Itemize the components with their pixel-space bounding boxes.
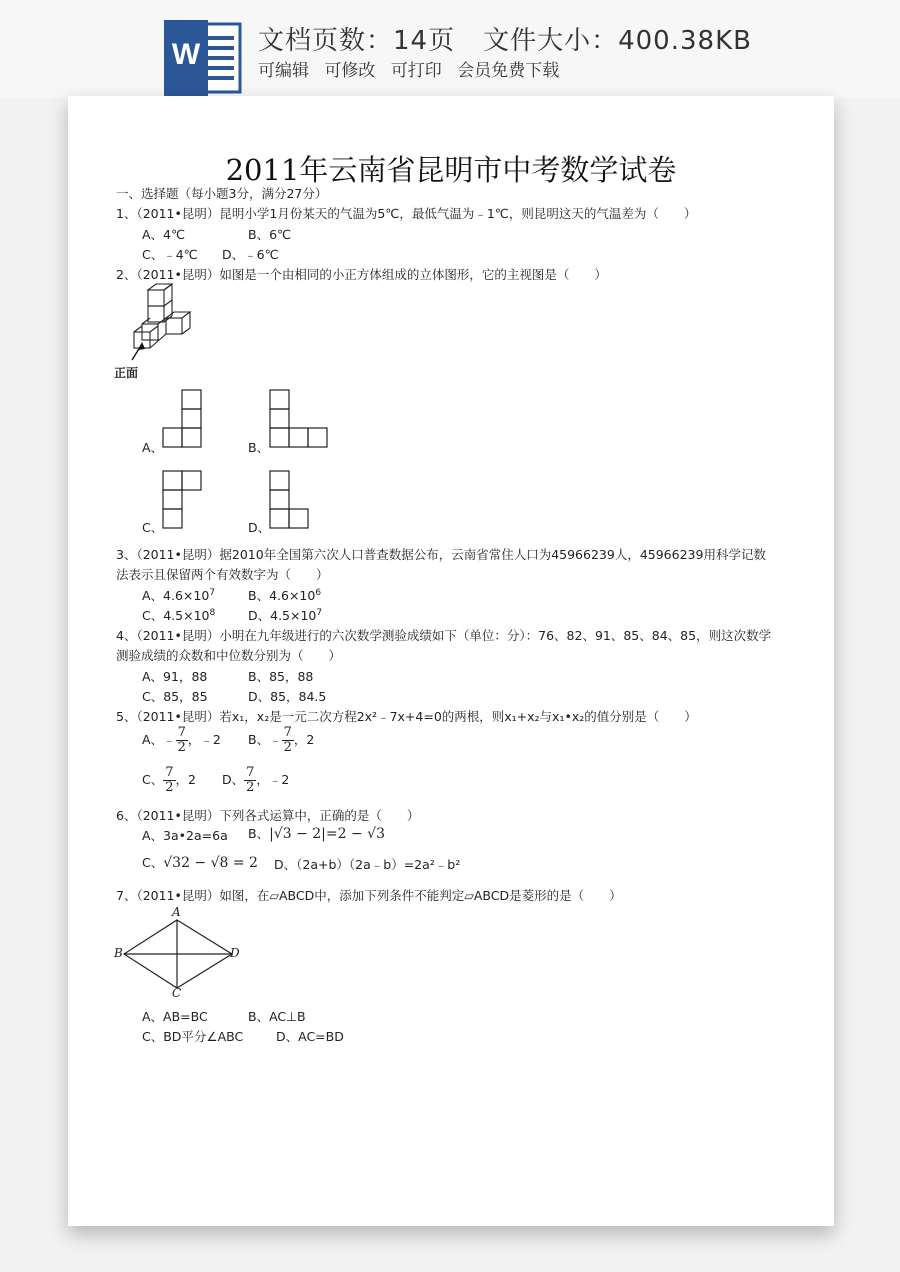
q3-option-c: C、$4.5\times 10^8$	[142, 607, 216, 623]
feature-list	[258, 56, 569, 81]
vertex-d-label: D	[230, 946, 240, 960]
vertex-b-label: B	[114, 946, 123, 960]
q3-option-b: B、$4.6\times 10^6$	[248, 587, 322, 603]
word-icon-letter: W	[171, 38, 201, 71]
q5-option-b: B、﹣ $\frac{7}{2}$ ，2	[248, 725, 315, 755]
front-view-label: 正面	[114, 366, 139, 380]
document-page	[68, 96, 834, 1226]
q3-option-a: A、$4.6\times 10^7$	[142, 587, 216, 603]
q2-option-d: D、	[248, 520, 271, 535]
q6-option-c: C、√32 − √8 = 2	[142, 855, 258, 871]
q5-option-a: A、﹣ $\frac{7}{2}$ ，﹣2	[142, 725, 221, 755]
q5-option-c: C、 $\frac{7}{2}$ ，2	[142, 765, 196, 795]
q7-option-c: C、BD平分∠ABC	[142, 1029, 244, 1044]
vertex-a-label: A	[172, 905, 181, 919]
q4-stem-line2: 测验成绩的众数和中位数分别为（ ）	[116, 648, 342, 663]
q3-stem-line2: 法表示且保留两个有效数字为（ ）	[116, 567, 329, 582]
rhombus-figure	[122, 918, 242, 998]
q2-option-c: C、	[142, 520, 164, 535]
file-stats	[258, 20, 780, 57]
page-title: 2011年云南省昆明市中考数学试卷	[225, 153, 677, 187]
q2-option-c-figure	[162, 471, 202, 531]
file-size: 文件大小：400.38KB	[483, 26, 752, 56]
q6-option-b: B、|√3 − 2|=2 − √3	[248, 826, 385, 842]
q6-stem: 6、（2011•昆明）下列各式运算中，正确的是（ ）	[116, 808, 420, 823]
feature-modifiable: 可修改	[324, 61, 376, 81]
q4-option-d: D、85，84.5	[248, 689, 327, 704]
q1-option-b: B、6℃	[248, 227, 292, 242]
q4-stem-line1: 4、（2011•昆明）小明在九年级进行的六次数学测验成绩如下（单位：分）：76、82、91、85、84、85，则这次数学	[116, 628, 772, 643]
word-document-icon	[164, 20, 244, 96]
q2-stem: 2、（2011•昆明）如图是一个由相同的小正方体组成的立体图形，它的主视图是（ ）	[116, 267, 607, 282]
vertex-c-label: C	[172, 986, 182, 1000]
q6-option-d: D、（2a+b）（2a﹣b）=2a²﹣b²	[274, 857, 461, 872]
q4-option-c: C、85，85	[142, 689, 208, 704]
q2-option-a: A、	[142, 440, 164, 455]
q7-option-a: A、AB=BC	[142, 1009, 208, 1024]
q3-option-d: D、$4.5\times 10^7$	[248, 607, 323, 623]
cube-solid-figure	[112, 286, 192, 366]
q1-option-d: D、﹣6℃	[222, 247, 279, 262]
q6-option-a: A、3a•2a=6a	[142, 828, 228, 843]
q2-option-b: B、	[248, 440, 270, 455]
q7-option-b: B、AC⊥B	[248, 1009, 306, 1024]
q7-option-d: D、AC=BD	[276, 1029, 344, 1044]
q5-option-d: D、 $\frac{7}{2}$ ，﹣2	[222, 765, 290, 795]
q3-stem-line1: 3、（2011•昆明）据2010年全国第六次人口普查数据公布，云南省常住人口为45966239人，45966239用科学记数	[116, 547, 766, 562]
q2-option-b-figure	[269, 390, 329, 450]
feature-printable: 可打印	[390, 61, 442, 81]
q5-stem: 5、（2011•昆明）若x₁，x₂是一元二次方程2x²﹣7x+4=0的两根，则x₁+x₂与x₁•x₂的值分别是（ ）	[116, 709, 697, 724]
feature-member-download: 会员免费下载	[457, 61, 560, 81]
q1-stem: 1、（2011•昆明）昆明小学1月份某天的气温为5℃，最低气温为﹣1℃，则昆明这天的气温差为（ ）	[116, 206, 697, 221]
q1-option-a: A、4℃	[142, 227, 186, 242]
section-heading: 一、选择题（每小题3分，满分27分）	[116, 186, 328, 201]
q1-option-c: C、﹣4℃	[142, 247, 198, 262]
q2-option-d-figure	[269, 471, 313, 531]
download-banner	[0, 0, 900, 98]
q4-option-a: A、91，88	[142, 669, 208, 684]
feature-editable: 可编辑	[258, 61, 309, 81]
q7-stem: 7、（2011•昆明）如图，在▱ABCD中，添加下列条件不能判定▱ABCD是菱形的是（ ）	[116, 888, 622, 903]
page-count: 文档页数：14页	[258, 26, 456, 56]
q2-option-a-figure	[162, 390, 202, 450]
q4-option-b: B、85，88	[248, 669, 314, 684]
